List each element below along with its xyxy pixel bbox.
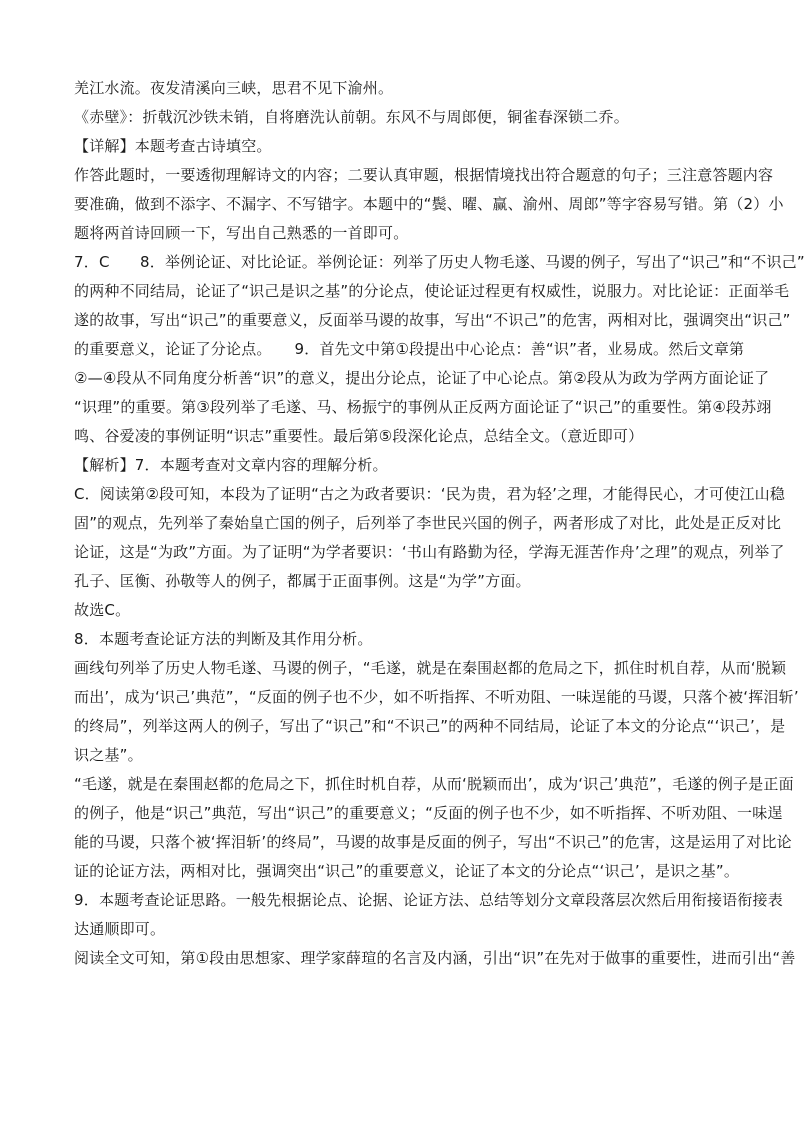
- section-heading: 【解析】7．本题考查对文章内容的理解分析。: [74, 456, 388, 474]
- section-heading: 【详解】本题考查古诗填空。: [74, 137, 272, 155]
- text-line: C．阅读第②段可知，本段为了证明“古之为政者要识：‘民为贵，君为轻’之理，才能得民心，才可使江山稳: [74, 485, 786, 503]
- text-line: “毛遂，就是在秦围赵都的危局之下，抓住时机自荐，从而‘脱颖而出’，成为‘识己’典范”，毛遂的例子是正面: [74, 775, 794, 793]
- text-line: 题将两首诗回顾一下，写出自己熟悉的一首即可。: [74, 224, 409, 242]
- text-line: 的例子，他是“识己”典范，写出“识己”的重要意义；“反面的例子也不少，如不听指挥、不听劝阻、一味逞: [74, 804, 783, 822]
- text-line: 孔子、匡衡、孙敬等人的例子，都属于正面事例。这是“为学”方面。: [74, 572, 531, 590]
- question-heading: 8．本题考查论证方法的判断及其作用分析。: [74, 630, 373, 648]
- text-line: “识理”的重要。第③段列举了毛遂、马、杨振宁的事例从正反两方面论证了“识己”的重要性。第④段苏翊: [74, 398, 772, 416]
- text-line: 而出’，成为‘识己’典范”，“反面的例子也不少，如不听指挥、不听劝阻、一味逞能的马谡，只落个被‘挥泪斩’: [74, 688, 799, 706]
- document-page: [74, 74, 805, 973]
- text-line: 画线句列举了历史人物毛遂、马谡的例子，“毛遂，就是在秦围赵都的危局之下，抓住时机自荐，从而‘脱颖: [74, 659, 787, 677]
- text-line: 阅读全文可知，第①段由思想家、理学家薛瑄的名言及内涵，引出“识”在先对于做事的重要性，进而引出“善: [74, 949, 796, 967]
- text-line: 论证，这是“为政”方面。为了证明“为学者要识：‘书山有路勤为径，学海无涯苦作舟’之理”的观点，列举了: [74, 543, 785, 561]
- text-line: 遂的故事，写出“识己”的重要意义，反面举马谡的故事，写出“不识己”的危害，两相对比，强调突出“识己”: [74, 311, 791, 329]
- text-line: ②—④段从不同角度分析善“识”的意义，提出分论点，论证了中心论点。第②段从为政为学两方面论证了: [74, 369, 770, 387]
- text-line: 故选C。: [74, 601, 131, 619]
- text-line: 固”的观点，先列举了秦始皇亡国的例子，后列举了李世民兴国的例子，两者形成了对比，此处是正反对比: [74, 514, 782, 532]
- text-line: 的两种不同结局，论证了“识己是识之基”的分论点，使论证过程更有权威性，说服力。对比论证：正面举毛: [74, 282, 790, 300]
- text-line: 能的马谡，只落个被‘挥泪斩’的终局”，马谡的故事是反面的例子，写出“不识己”的危害，这是运用了对比论: [74, 833, 792, 851]
- question-heading: 9．本题考查论证思路。一般先根据论点、论据、论证方法、总结等划分文章段落层次然后用衔接语衔接表: [74, 891, 783, 909]
- text-line: 的重要意义，论证了分论点。 9．首先文中第①段提出中心论点：善“识”者，业易成。然后文章第: [74, 340, 745, 358]
- text-line: 羌江水流。夜发清溪向三峡，思君不见下渝州。: [74, 79, 394, 97]
- text-line: 《赤壁》：折戟沉沙铁未销，自将磨洗认前朝。东风不与周郎便，铜雀春深锁二乔。: [74, 108, 629, 126]
- answer-line: 7．C 8．举例论证、对比论证。举例论证：列举了历史人物毛遂、马谡的例子，写出了“识己”和“不识己”: [74, 253, 805, 271]
- text-line: 证的论证方法，两相对比，强调突出“识己”的重要意义，论证了本文的分论点“‘识己’，是识之基”。: [74, 862, 740, 880]
- text-line: 的终局”，列举这两人的例子，写出了“识己”和“不识己”的两种不同结局，论证了本文的分论点“‘识己’，是: [74, 717, 786, 735]
- text-line: 鸣、谷爱凌的事例证明“识志”重要性。最后第⑤段深化论点，总结全文。（意近即可）: [74, 427, 644, 445]
- text-line: 作答此题时，一要透彻理解诗文的内容；二要认真审题，根据情境找出符合题意的句子；三注意答题内容: [74, 166, 774, 184]
- text-line: 达通顺即可。: [74, 920, 166, 938]
- text-line: 要准确，做到不添字、不漏字、不写错字。本题中的“鬓、曜、赢、渝州、周郎”等字容易写错。第（2）小: [74, 195, 784, 213]
- text-line: 识之基”。: [74, 746, 143, 764]
